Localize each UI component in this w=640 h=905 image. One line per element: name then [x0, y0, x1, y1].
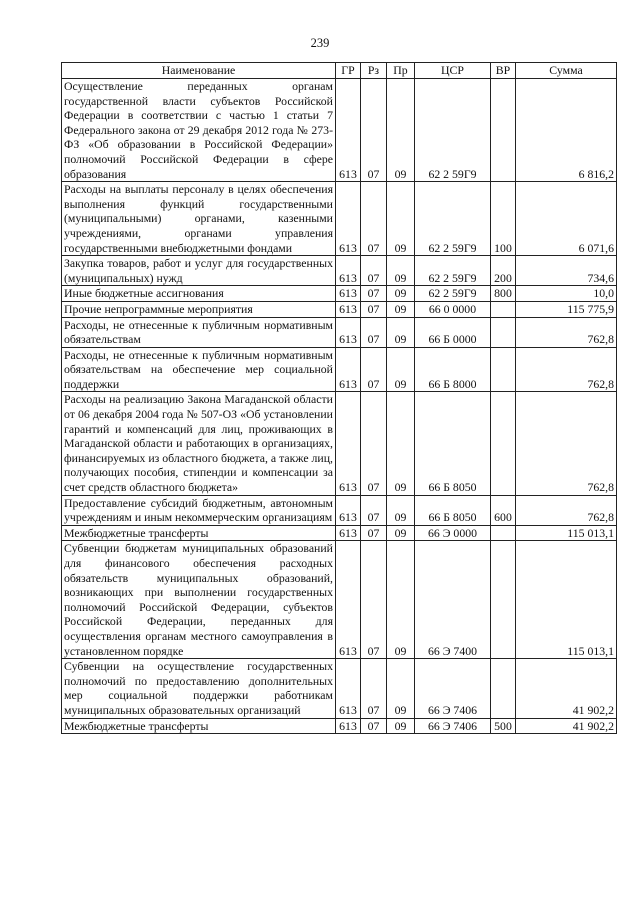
row-rz: 07: [361, 79, 387, 182]
row-pr: 09: [387, 495, 415, 525]
row-sum: 734,6: [516, 256, 617, 286]
row-vr: [491, 525, 516, 541]
header-vr: ВР: [491, 63, 516, 79]
row-vr: [491, 392, 516, 495]
row-sum: 41 902,2: [516, 659, 617, 718]
row-gr: 613: [336, 256, 361, 286]
row-pr: 09: [387, 317, 415, 347]
row-pr: 09: [387, 347, 415, 392]
row-sum: 6 071,6: [516, 182, 617, 256]
row-vr: 200: [491, 256, 516, 286]
row-csr: 66 Б 8050: [415, 495, 491, 525]
row-pr: 09: [387, 392, 415, 495]
row-csr: 66 Э 7400: [415, 541, 491, 659]
row-gr: 613: [336, 495, 361, 525]
row-gr: 613: [336, 317, 361, 347]
row-gr: 613: [336, 286, 361, 302]
row-gr: 613: [336, 718, 361, 734]
row-rz: 07: [361, 317, 387, 347]
row-pr: 09: [387, 525, 415, 541]
row-csr: 62 2 59Г9: [415, 79, 491, 182]
row-csr: 66 Б 8000: [415, 347, 491, 392]
row-csr: 62 2 59Г9: [415, 256, 491, 286]
row-name: Закупка товаров, работ и услуг для государственных (муниципальных) нужд: [62, 256, 336, 286]
row-csr: 66 Э 7406: [415, 659, 491, 718]
row-pr: 09: [387, 301, 415, 317]
row-csr: 66 Б 0000: [415, 317, 491, 347]
row-gr: 613: [336, 301, 361, 317]
header-sum: Сумма: [516, 63, 617, 79]
row-name: Расходы на выплаты персоналу в целях обеспечения выполнения функций государственными (муниципальными) органами, казенными учреждениями, органами управления государственными внебюджетными фондами: [62, 182, 336, 256]
table-row: [62, 541, 617, 659]
row-pr: 09: [387, 659, 415, 718]
row-rz: 07: [361, 659, 387, 718]
row-gr: 613: [336, 347, 361, 392]
row-vr: [491, 79, 516, 182]
row-name: Осуществление переданных органам государственной власти субъектов Российской Федерации в соответствии с частью 1 статьи 7 Федерального закона от 29 декабря 2012 года № 273-ФЗ «Об образовании в Российской Федерации» полномочий Российской Федерации в сфере образования: [62, 79, 336, 182]
row-pr: 09: [387, 286, 415, 302]
row-name: Прочие непрограммные мероприятия: [62, 301, 336, 317]
row-sum: 115 775,9: [516, 301, 617, 317]
header-pr: Пр: [387, 63, 415, 79]
row-vr: 100: [491, 182, 516, 256]
table-row: [62, 495, 617, 525]
row-csr: 66 Б 8050: [415, 392, 491, 495]
table-row: [62, 182, 617, 256]
row-rz: 07: [361, 256, 387, 286]
row-name: Субвенции бюджетам муниципальных образований для финансового обеспечения расходных обязательств муниципальных образований, возникающих при выполнении государственных полномочий Российской Федерации, субъектов Российской Федерации, переданных для осуществления органам местного самоуправления в установленном порядке: [62, 541, 336, 659]
row-sum: 762,8: [516, 392, 617, 495]
row-gr: 613: [336, 541, 361, 659]
header-rz: Рз: [361, 63, 387, 79]
table-row: [62, 525, 617, 541]
row-rz: 07: [361, 286, 387, 302]
row-name: Расходы на реализацию Закона Магаданской области от 06 декабря 2004 года № 507-ОЗ «Об установлении гарантий и компенсаций для лиц, проживающих в Магаданской области и работающих в организациях, финансируемых из областного бюджета, а также лиц, получающих пособия, стипендии и компенсации за счет средств областного бюджета»: [62, 392, 336, 495]
row-sum: 10,0: [516, 286, 617, 302]
row-name: Межбюджетные трансферты: [62, 718, 336, 734]
header-csr: ЦСР: [415, 63, 491, 79]
row-sum: 762,8: [516, 495, 617, 525]
row-gr: 613: [336, 392, 361, 495]
page-number: 239: [310, 36, 330, 50]
table-row: [62, 317, 617, 347]
row-vr: [491, 347, 516, 392]
row-csr: 66 0 0000: [415, 301, 491, 317]
table-row: [62, 286, 617, 302]
header-gr: ГР: [336, 63, 361, 79]
row-vr: [491, 301, 516, 317]
table-row: [62, 392, 617, 495]
row-rz: 07: [361, 718, 387, 734]
table-row: [62, 301, 617, 317]
row-rz: 07: [361, 347, 387, 392]
table-row: [62, 659, 617, 718]
row-csr: 62 2 59Г9: [415, 286, 491, 302]
row-vr: 600: [491, 495, 516, 525]
row-pr: 09: [387, 256, 415, 286]
row-sum: 115 013,1: [516, 541, 617, 659]
row-sum: 762,8: [516, 317, 617, 347]
row-rz: 07: [361, 541, 387, 659]
row-vr: [491, 317, 516, 347]
row-vr: 500: [491, 718, 516, 734]
row-rz: 07: [361, 182, 387, 256]
table-row: [62, 718, 617, 734]
row-name: Предоставление субсидий бюджетным, автономным учреждениям и иным некоммерческим организациям: [62, 495, 336, 525]
row-rz: 07: [361, 495, 387, 525]
row-name: Расходы, не отнесенные к публичным нормативным обязательствам на обеспечение мер социальной поддержки: [62, 347, 336, 392]
row-vr: [491, 659, 516, 718]
row-sum: 115 013,1: [516, 525, 617, 541]
row-name: Субвенции на осуществление государственных полномочий по предоставлению дополнительных мер социальной поддержки работникам муниципальных образовательных организаций: [62, 659, 336, 718]
table-header-row: [62, 63, 617, 79]
row-vr: 800: [491, 286, 516, 302]
row-csr: 66 Э 7406: [415, 718, 491, 734]
row-name: Расходы, не отнесенные к публичным нормативным обязательствам: [62, 317, 336, 347]
row-vr: [491, 541, 516, 659]
row-pr: 09: [387, 182, 415, 256]
budget-table: [61, 62, 617, 734]
row-sum: 762,8: [516, 347, 617, 392]
row-rz: 07: [361, 301, 387, 317]
row-pr: 09: [387, 79, 415, 182]
row-csr: 66 Э 0000: [415, 525, 491, 541]
row-name: Межбюджетные трансферты: [62, 525, 336, 541]
row-pr: 09: [387, 541, 415, 659]
table-row: [62, 347, 617, 392]
row-sum: 41 902,2: [516, 718, 617, 734]
row-gr: 613: [336, 182, 361, 256]
table-row: [62, 79, 617, 182]
row-sum: 6 816,2: [516, 79, 617, 182]
row-gr: 613: [336, 525, 361, 541]
row-pr: 09: [387, 718, 415, 734]
row-gr: 613: [336, 79, 361, 182]
row-gr: 613: [336, 659, 361, 718]
row-rz: 07: [361, 392, 387, 495]
row-rz: 07: [361, 525, 387, 541]
header-name: Наименование: [62, 63, 336, 79]
table-row: [62, 256, 617, 286]
row-name: Иные бюджетные ассигнования: [62, 286, 336, 302]
row-csr: 62 2 59Г9: [415, 182, 491, 256]
